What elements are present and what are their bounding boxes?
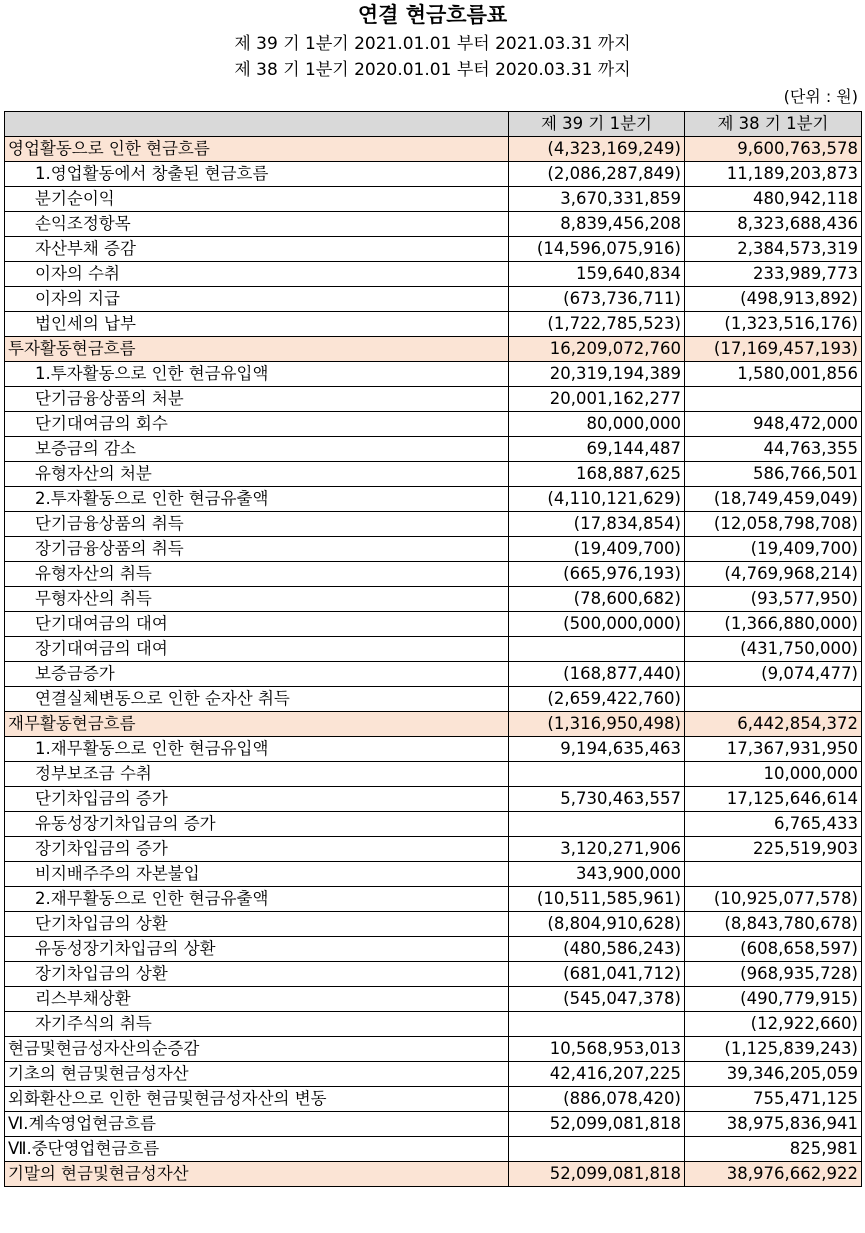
table-row — [5, 787, 862, 812]
period-current: 제 39 기 1분기 2021.01.01 부터 2021.03.31 까지 — [234, 34, 631, 54]
row-label: 손익조정항목 — [5, 212, 509, 237]
prior-period-value: 38,975,836,941 — [685, 1112, 862, 1137]
table-row — [5, 1012, 862, 1037]
row-label: 이자의 수취 — [5, 262, 509, 287]
row-label: 단기금융상품의 처분 — [5, 387, 509, 412]
row-label: 투자활동현금흐름 — [5, 337, 509, 362]
prior-period-value: (8,843,780,678) — [685, 912, 862, 937]
current-period-value: 8,839,456,208 — [509, 212, 685, 237]
table-row — [5, 1137, 862, 1162]
current-period-value: 52,099,081,818 — [509, 1162, 685, 1187]
current-period-value: (78,600,682) — [509, 587, 685, 612]
row-label: 이자의 지급 — [5, 287, 509, 312]
prior-period-value: (17,169,457,193) — [685, 337, 862, 362]
row-label: 외화환산으로 인한 현금및현금성자산의 변동 — [5, 1087, 509, 1112]
row-label: 리스부채상환 — [5, 987, 509, 1012]
prior-period-value: (490,779,915) — [685, 987, 862, 1012]
row-label: 단기대여금의 회수 — [5, 412, 509, 437]
unit-label: (단위 : 원) — [783, 87, 858, 106]
table-row — [5, 937, 862, 962]
row-label: 재무활동현금흐름 — [5, 712, 509, 737]
current-period-value: 42,416,207,225 — [509, 1062, 685, 1087]
table-row — [5, 887, 862, 912]
current-period-value: (665,976,193) — [509, 562, 685, 587]
prior-period-value: 2,384,573,319 — [685, 237, 862, 262]
table-row — [5, 537, 862, 562]
current-period-value: 20,319,194,389 — [509, 362, 685, 387]
row-label: 유형자산의 처분 — [5, 462, 509, 487]
table-row — [5, 1037, 862, 1062]
row-label: 기말의 현금및현금성자산 — [5, 1162, 509, 1187]
table-row — [5, 562, 862, 587]
current-period-value: (168,877,440) — [509, 662, 685, 687]
current-period-value: (8,804,910,628) — [509, 912, 685, 937]
current-period-value: 10,568,953,013 — [509, 1037, 685, 1062]
row-label: Ⅶ.중단영업현금흐름 — [5, 1137, 509, 1162]
current-period-value — [509, 1137, 685, 1162]
row-label: 무형자산의 취득 — [5, 587, 509, 612]
row-label: 보증금증가 — [5, 662, 509, 687]
table-row — [5, 987, 862, 1012]
row-label: Ⅵ.계속영업현금흐름 — [5, 1112, 509, 1137]
row-label: 단기차입금의 상환 — [5, 912, 509, 937]
row-label: 장기차입금의 상환 — [5, 962, 509, 987]
row-label: 자기주식의 취득 — [5, 1012, 509, 1037]
table-row — [5, 662, 862, 687]
table-row — [5, 187, 862, 212]
row-label: 연결실체변동으로 인한 순자산 취득 — [5, 687, 509, 712]
prior-period-value: 6,765,433 — [685, 812, 862, 837]
row-label: 유동성장기차입금의 상환 — [5, 937, 509, 962]
header-current-period: 제 39 기 1분기 — [509, 112, 685, 137]
prior-period-value: (19,409,700) — [685, 537, 862, 562]
prior-period-value: 6,442,854,372 — [685, 712, 862, 737]
row-label: 분기순이익 — [5, 187, 509, 212]
prior-period-value: 38,976,662,922 — [685, 1162, 862, 1187]
prior-period-value: 11,189,203,873 — [685, 162, 862, 187]
prior-period-value: (968,935,728) — [685, 962, 862, 987]
table-row — [5, 387, 862, 412]
table-row — [5, 162, 862, 187]
table-row — [5, 412, 862, 437]
table-row — [5, 287, 862, 312]
row-label: 단기금융상품의 취득 — [5, 512, 509, 537]
prior-period-value: 8,323,688,436 — [685, 212, 862, 237]
current-period-value: 3,120,271,906 — [509, 837, 685, 862]
row-label: 유형자산의 취득 — [5, 562, 509, 587]
current-period-value: (17,834,854) — [509, 512, 685, 537]
current-period-value: (1,316,950,498) — [509, 712, 685, 737]
current-period-value: 20,001,162,277 — [509, 387, 685, 412]
table-row — [5, 212, 862, 237]
header-prior-period: 제 38 기 1분기 — [685, 112, 862, 137]
prior-period-value: 17,125,646,614 — [685, 787, 862, 812]
prior-period-value: 39,346,205,059 — [685, 1062, 862, 1087]
table-row — [5, 687, 862, 712]
current-period-value: 168,887,625 — [509, 462, 685, 487]
prior-period-value: (10,925,077,578) — [685, 887, 862, 912]
row-label: 1.영업활동에서 창출된 현금흐름 — [5, 162, 509, 187]
current-period-value: (545,047,378) — [509, 987, 685, 1012]
prior-period-value: 755,471,125 — [685, 1087, 862, 1112]
current-period-value: (673,736,711) — [509, 287, 685, 312]
current-period-value — [509, 812, 685, 837]
current-period-value: 3,670,331,859 — [509, 187, 685, 212]
row-label: 장기대여금의 대여 — [5, 637, 509, 662]
table-row — [5, 587, 862, 612]
table-row — [5, 1087, 862, 1112]
current-period-value: 159,640,834 — [509, 262, 685, 287]
prior-period-value — [685, 862, 862, 887]
header-label-cell — [5, 112, 509, 137]
current-period-value: (480,586,243) — [509, 937, 685, 962]
prior-period-value: 586,766,501 — [685, 462, 862, 487]
prior-period-value: (18,749,459,049) — [685, 487, 862, 512]
current-period-value: 52,099,081,818 — [509, 1112, 685, 1137]
row-label: 장기금융상품의 취득 — [5, 537, 509, 562]
current-period-value — [509, 762, 685, 787]
current-period-value: (1,722,785,523) — [509, 312, 685, 337]
prior-period-value: (12,058,798,708) — [685, 512, 862, 537]
cash-flow-table — [4, 111, 862, 1187]
row-label: 단기대여금의 대여 — [5, 612, 509, 637]
prior-period-value: 1,580,001,856 — [685, 362, 862, 387]
prior-period-value: (1,125,839,243) — [685, 1037, 862, 1062]
row-label: 영업활동으로 인한 현금흐름 — [5, 137, 509, 162]
table-row — [5, 487, 862, 512]
prior-period-value: 17,367,931,950 — [685, 737, 862, 762]
table-body — [5, 137, 862, 1187]
table-row — [5, 1062, 862, 1087]
table-row — [5, 962, 862, 987]
current-period-value: 80,000,000 — [509, 412, 685, 437]
row-label: 1.투자활동으로 인한 현금유입액 — [5, 362, 509, 387]
row-label: 2.재무활동으로 인한 현금유출액 — [5, 887, 509, 912]
table-row — [5, 362, 862, 387]
prior-period-value: 233,989,773 — [685, 262, 862, 287]
current-period-value: 9,194,635,463 — [509, 737, 685, 762]
table-row — [5, 862, 862, 887]
row-label: 정부보조금 수취 — [5, 762, 509, 787]
prior-period-value: 10,000,000 — [685, 762, 862, 787]
section-row — [5, 712, 862, 737]
current-period-value: (4,323,169,249) — [509, 137, 685, 162]
current-period-value: (2,086,287,849) — [509, 162, 685, 187]
current-period-value — [509, 637, 685, 662]
table-row — [5, 437, 862, 462]
prior-period-value: (9,074,477) — [685, 662, 862, 687]
section-row — [5, 137, 862, 162]
table-row — [5, 262, 862, 287]
row-label: 자산부채 증감 — [5, 237, 509, 262]
prior-period-value: 44,763,355 — [685, 437, 862, 462]
period-prior: 제 38 기 1분기 2020.01.01 부터 2020.03.31 까지 — [234, 60, 631, 80]
row-label: 보증금의 감소 — [5, 437, 509, 462]
current-period-value: (10,511,585,961) — [509, 887, 685, 912]
row-label: 장기차입금의 증가 — [5, 837, 509, 862]
table-row — [5, 837, 862, 862]
row-label: 비지배주주의 자본불입 — [5, 862, 509, 887]
table-row — [5, 637, 862, 662]
current-period-value: 343,900,000 — [509, 862, 685, 887]
current-period-value: (19,409,700) — [509, 537, 685, 562]
row-label: 1.재무활동으로 인한 현금유입액 — [5, 737, 509, 762]
table-row — [5, 762, 862, 787]
current-period-value: (4,110,121,629) — [509, 487, 685, 512]
table-header-row — [5, 112, 862, 137]
current-period-value: 16,209,072,760 — [509, 337, 685, 362]
table-row — [5, 912, 862, 937]
table-row — [5, 237, 862, 262]
current-period-value: 5,730,463,557 — [509, 787, 685, 812]
table-row — [5, 462, 862, 487]
table-row — [5, 812, 862, 837]
prior-period-value: 480,942,118 — [685, 187, 862, 212]
current-period-value: 69,144,487 — [509, 437, 685, 462]
page-title: 연결 현금흐름표 — [357, 3, 508, 27]
prior-period-value: (608,658,597) — [685, 937, 862, 962]
row-label: 현금및현금성자산의순증감 — [5, 1037, 509, 1062]
prior-period-value: 948,472,000 — [685, 412, 862, 437]
current-period-value: (500,000,000) — [509, 612, 685, 637]
table-row — [5, 512, 862, 537]
current-period-value: (681,041,712) — [509, 962, 685, 987]
table-row — [5, 737, 862, 762]
current-period-value: (2,659,422,760) — [509, 687, 685, 712]
prior-period-value: (4,769,968,214) — [685, 562, 862, 587]
row-label: 유동성장기차입금의 증가 — [5, 812, 509, 837]
table-row — [5, 612, 862, 637]
prior-period-value: (431,750,000) — [685, 637, 862, 662]
row-label: 법인세의 납부 — [5, 312, 509, 337]
row-label: 기초의 현금및현금성자산 — [5, 1062, 509, 1087]
row-label: 2.투자활동으로 인한 현금유출액 — [5, 487, 509, 512]
prior-period-value: (1,366,880,000) — [685, 612, 862, 637]
row-label: 단기차입금의 증가 — [5, 787, 509, 812]
table-row — [5, 1112, 862, 1137]
current-period-value — [509, 1012, 685, 1037]
table-row — [5, 312, 862, 337]
section-row — [5, 1162, 862, 1187]
prior-period-value: (1,323,516,176) — [685, 312, 862, 337]
prior-period-value: (498,913,892) — [685, 287, 862, 312]
current-period-value: (886,078,420) — [509, 1087, 685, 1112]
prior-period-value: 225,519,903 — [685, 837, 862, 862]
current-period-value: (14,596,075,916) — [509, 237, 685, 262]
prior-period-value: 825,981 — [685, 1137, 862, 1162]
prior-period-value — [685, 687, 862, 712]
prior-period-value: (93,577,950) — [685, 587, 862, 612]
prior-period-value: 9,600,763,578 — [685, 137, 862, 162]
prior-period-value — [685, 387, 862, 412]
prior-period-value: (12,922,660) — [685, 1012, 862, 1037]
section-row — [5, 337, 862, 362]
